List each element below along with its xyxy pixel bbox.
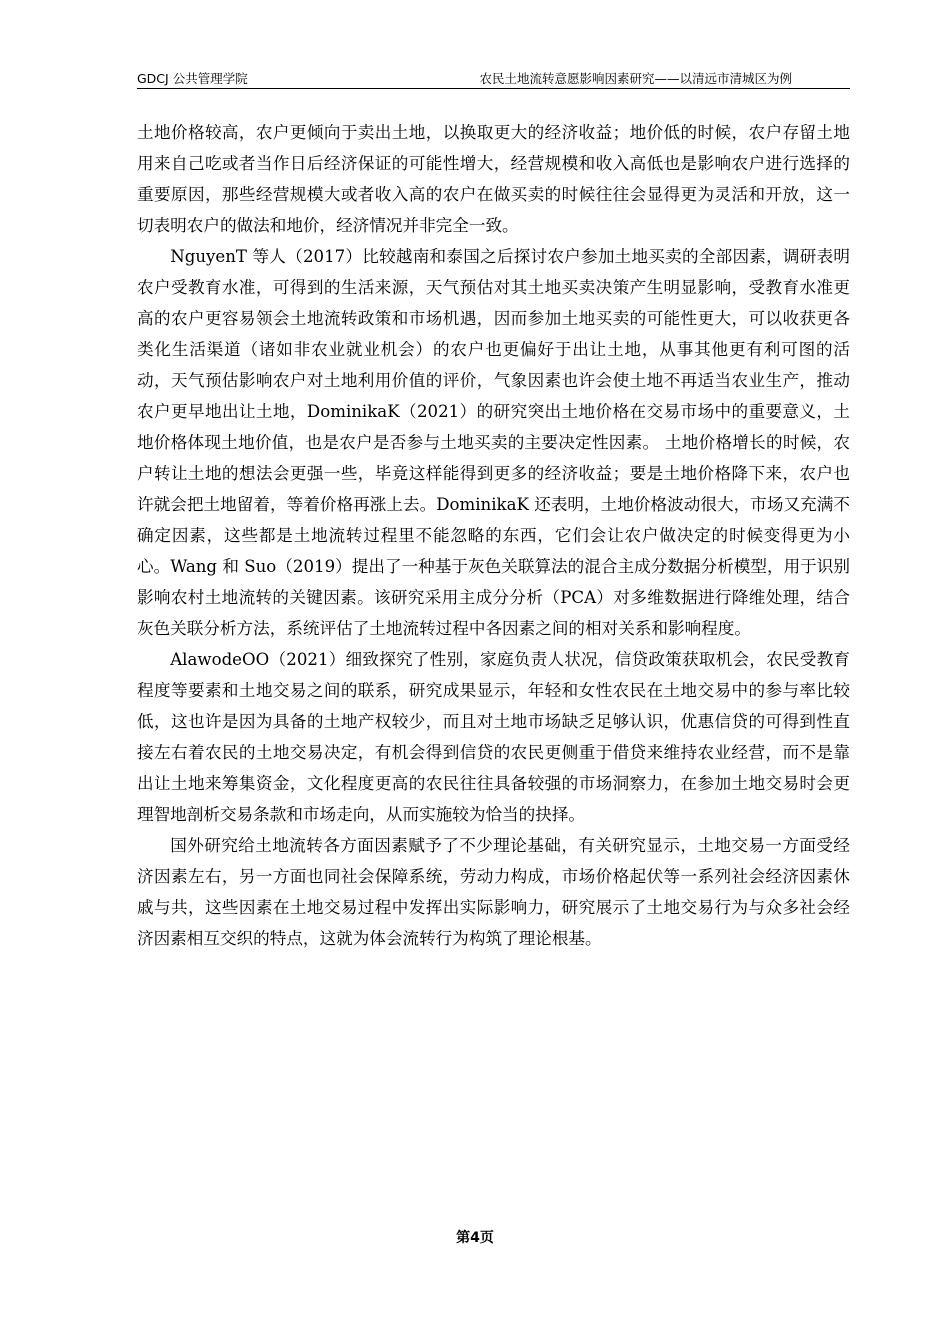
paragraph: 国外研究给土地流转各方面因素赋予了不少理论基础，有关研究显示，土地交易一方面受经济因素左右，另一方面也同社会保障系统，劳动力构成，市场价格起伏等一系列社会经济因素休戚与共，这些因素在土地交易过程中发挥出实际影响力，研究展示了土地交易行为与众多社会经济因素相互交织的特点，这就为体会流转行为构筑了理论根基。 [137,836,850,948]
header-institution: GDCJ 公共管理学院 [137,71,248,86]
paragraph: NguyenT 等人（2017）比较越南和泰国之后探讨农户参加土地买卖的全部因素，调研表明农户受教育水准，可得到的生活来源，天气预估对其土地买卖决策产生明显影响，受教育水准更高的农户更容易领会土地流转政策和市场机遇，因而参加土地买卖的可能性更大，可以收获更各类化生活渠道（诸如非农业就业机会）的农户也更偏好于出让土地，从事其他更有利可图的活动，天气预估影响农户对土地利用价值的评价，气象因素也许会使土地不再适当农业生产，推动农户更早地出让土地，DominikaK（2021）的研究突出土地价格在交易市场中的重要意义，土地价格体现土地价值，也是农户是否参与土地买卖的主要决定性因素。 土地价格增长的时候，农户转让土地的想法会更强一些，毕竟这样能得到更多的经济收益；要是土地价格降下来，农户也许就会把土地留着，等着价格再涨上去。DominikaK 还表明，土地价格波动很大，市场又充满不确定因素，这些都是土地流转过程里不能忽略的东西，它们会让农户做决定的时候变得更为小心。Wang 和 Suo（2019）提出了一种基于灰色关联算法的混合主成分数据分析模型，用于识别影响农村土地流转的关键因素。该研究采用主成分分析（PCA）对多维数据进行降维处理，结合灰色关联分析方法，系统评估了土地流转过程中各因素之间的相对关系和影响程度。 [137,247,850,638]
header-title: 农民土地流转意愿影响因素研究——以清远市清城区为例 [479,71,792,86]
page-number: 第4页 [456,1230,494,1246]
running-header [137,68,850,89]
paragraph: AlawodeOO（2021）细致探究了性别，家庭负责人状况，信贷政策获取机会，农民受教育程度等要素和土地交易之间的联系，研究成果显示，年轻和女性农民在土地交易中的参与率比较低，这也许是因为具备的土地产权较少，而且对土地市场缺乏足够认识，优惠信贷的可得到性直接左右着农民的土地交易决定，有机会得到信贷的农民更侧重于借贷来维持农业经营，而不是靠出让土地来筹集资金，文化程度更高的农民往往具备较强的市场洞察力，在参加土地交易时会更理智地剖析交易条款和市场走向，从而实施较为恰当的抉择。 [137,650,850,824]
body-text [137,117,850,954]
paragraph-continuation: 土地价格较高，农户更倾向于卖出土地，以换取更大的经济收益；地价低的时候，农户存留土地用来自己吃或者当作日后经济保证的可能性增大，经营规模和收入高低也是影响农户进行选择的重要原因，那些经营规模大或者收入高的农户在做买卖的时候往往会显得更为灵活和开放，这一切表明农户的做法和地价，经济情况并非完全一致。 [137,123,850,235]
